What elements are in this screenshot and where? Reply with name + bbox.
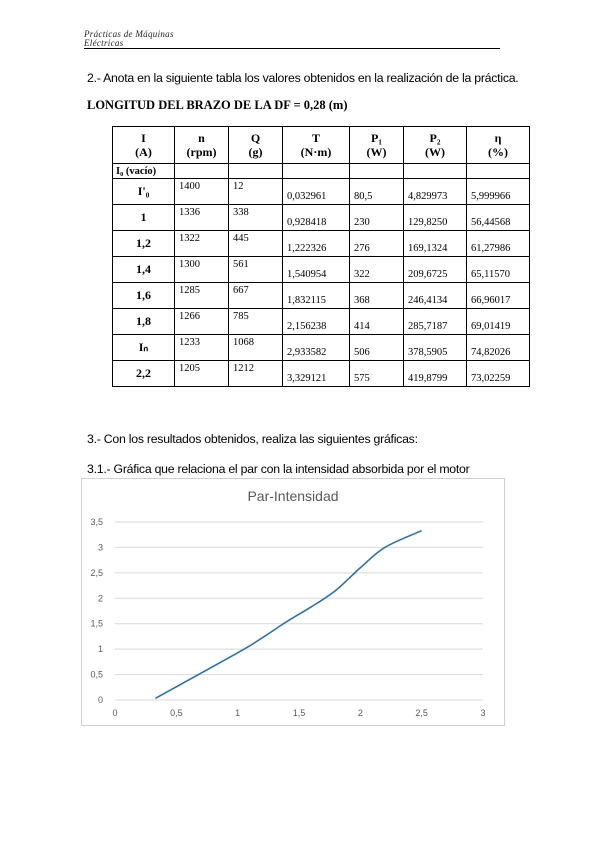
cell-i: I'₀ <box>113 179 175 205</box>
column-symbol: P₁ <box>371 131 382 145</box>
cell-p1: 276 <box>350 231 404 257</box>
y-tick-label: 1,5 <box>90 618 103 629</box>
column-unit: (N·m) <box>300 145 332 159</box>
column-header <box>229 127 283 164</box>
cell-eta: 5,999966 <box>467 179 530 205</box>
cell-n: 1322 <box>175 231 229 257</box>
cell-p1: 506 <box>350 335 404 361</box>
cell-t: 1,540954 <box>283 257 350 283</box>
cell-n: 1300 <box>175 257 229 283</box>
results-table <box>112 126 530 387</box>
table-row <box>113 361 530 387</box>
cell-eta: 61,27986 <box>467 231 530 257</box>
cell-q: 561 <box>229 257 283 283</box>
section2-instruction: 2.- Anota en la siguiente tabla los valores obtenidos en la realización de la práctica. <box>87 71 519 85</box>
cell-p1: 230 <box>350 205 404 231</box>
cell-n: 1400 <box>175 179 229 205</box>
x-tick-label: 1,5 <box>292 708 306 718</box>
cell-p2: 419,8799 <box>404 361 467 387</box>
column-symbol: η <box>494 131 502 145</box>
cell-i: 1,4 <box>113 257 175 283</box>
cell-p1: 322 <box>350 257 404 283</box>
x-tick-label: 0 <box>112 708 118 718</box>
x-tick-label: 3 <box>480 708 486 718</box>
cell-n: 1266 <box>175 309 229 335</box>
y-tick-label: 3,5 <box>90 517 103 527</box>
cell-i: Iₙ <box>113 335 175 361</box>
table-row <box>113 179 530 205</box>
cell-t: 2,156238 <box>283 309 350 335</box>
column-symbol: Q <box>250 131 261 145</box>
table-row <box>113 231 530 257</box>
cell-n: 1285 <box>175 283 229 309</box>
cell-n: 1233 <box>175 335 229 361</box>
cell-q: 338 <box>229 205 283 231</box>
cell-q: 1212 <box>229 361 283 387</box>
table-row <box>113 283 530 309</box>
column-header <box>175 127 229 164</box>
cell-eta: 73,02259 <box>467 361 530 387</box>
column-header <box>350 127 404 164</box>
x-tick-label: 1 <box>235 708 241 718</box>
cell-p2: 285,7187 <box>404 309 467 335</box>
section2-heading: LONGITUD DEL BRAZO DE LA DF = 0,28 (m) <box>87 98 348 112</box>
x-tick-label: 2,5 <box>415 708 428 718</box>
column-header <box>467 127 530 164</box>
column-header <box>404 127 467 164</box>
cell-eta: 65,11570 <box>467 257 530 283</box>
cell-p1: 414 <box>350 309 404 335</box>
table-row <box>113 335 530 361</box>
chart-title: Par-Intensidad <box>247 488 339 504</box>
column-unit: (%) <box>488 145 508 159</box>
cell-eta: 66,96017 <box>467 283 530 309</box>
column-unit: (g) <box>248 145 263 159</box>
par-intensidad-chart <box>81 478 505 726</box>
cell-t: 0,928418 <box>283 205 350 231</box>
column-symbol: n <box>198 131 205 145</box>
cell-p1: 368 <box>350 283 404 309</box>
section3-instruction: 3.- Con los resultados obtenidos, realiza las siguientes gráficas: <box>87 432 418 446</box>
x-tick-label: 0,5 <box>170 708 183 718</box>
cell-eta: 74,82026 <box>467 335 530 361</box>
column-header <box>113 127 175 164</box>
header-line-1: Prácticas de Máquinas <box>84 29 174 39</box>
y-tick-label: 1 <box>97 644 103 655</box>
header-rule <box>84 48 500 49</box>
y-tick-label: 0 <box>97 695 103 705</box>
cell-t: 1,832115 <box>283 283 350 309</box>
cell-q: 667 <box>229 283 283 309</box>
cell-p1: 575 <box>350 361 404 387</box>
cell-p1: 80,5 <box>350 179 404 205</box>
cell-eta: 69,01419 <box>467 309 530 335</box>
column-symbol: T <box>311 131 320 145</box>
table-header-row <box>113 127 530 164</box>
table-row-vacio <box>113 164 530 179</box>
column-symbol: I <box>141 131 146 145</box>
y-tick-label: 2 <box>97 593 103 604</box>
x-tick-label: 2 <box>357 708 363 718</box>
column-unit: (W) <box>425 145 445 159</box>
cell-q: 785 <box>229 309 283 335</box>
cell-t: 3,329121 <box>283 361 350 387</box>
cell-t: 1,222326 <box>283 231 350 257</box>
column-unit: (rpm) <box>186 145 217 159</box>
cell-n: 1336 <box>175 205 229 231</box>
column-unit: (W) <box>366 145 387 159</box>
cell-i: 1,8 <box>113 309 175 335</box>
cell-q: 445 <box>229 231 283 257</box>
column-symbol: P₂ <box>429 131 441 145</box>
cell-eta: 56,44568 <box>467 205 530 231</box>
cell-p2: 4,829973 <box>404 179 467 205</box>
cell-i: 1,2 <box>113 231 175 257</box>
cell-t: 0,032961 <box>283 179 350 205</box>
table-row <box>113 205 530 231</box>
table-row <box>113 309 530 335</box>
cell-n: 1205 <box>175 361 229 387</box>
y-tick-label: 0,5 <box>90 669 103 680</box>
cell-p2: 209,6725 <box>404 257 467 283</box>
series-line <box>155 531 421 699</box>
vacio-label: I₀ (vacío) <box>113 164 175 179</box>
cell-t: 2,933582 <box>283 335 350 361</box>
cell-p2: 129,8250 <box>404 205 467 231</box>
y-tick-label: 2,5 <box>90 567 103 578</box>
cell-p2: 378,5905 <box>404 335 467 361</box>
y-tick-label: 3 <box>97 542 103 553</box>
cell-p2: 169,1324 <box>404 231 467 257</box>
column-header <box>283 127 350 164</box>
cell-q: 12 <box>229 179 283 205</box>
table-row <box>113 257 530 283</box>
header-line-2: Eléctricas <box>84 38 124 48</box>
cell-i: 1,6 <box>113 283 175 309</box>
cell-i: 2,2 <box>113 361 175 387</box>
cell-p2: 246,4134 <box>404 283 467 309</box>
cell-i: 1 <box>113 205 175 231</box>
column-unit: (A) <box>135 145 152 159</box>
page-header <box>84 30 174 48</box>
section3-sub: 3.1.- Gráfica que relaciona el par con la intensidad absorbida por el motor <box>87 462 470 476</box>
cell-q: 1068 <box>229 335 283 361</box>
